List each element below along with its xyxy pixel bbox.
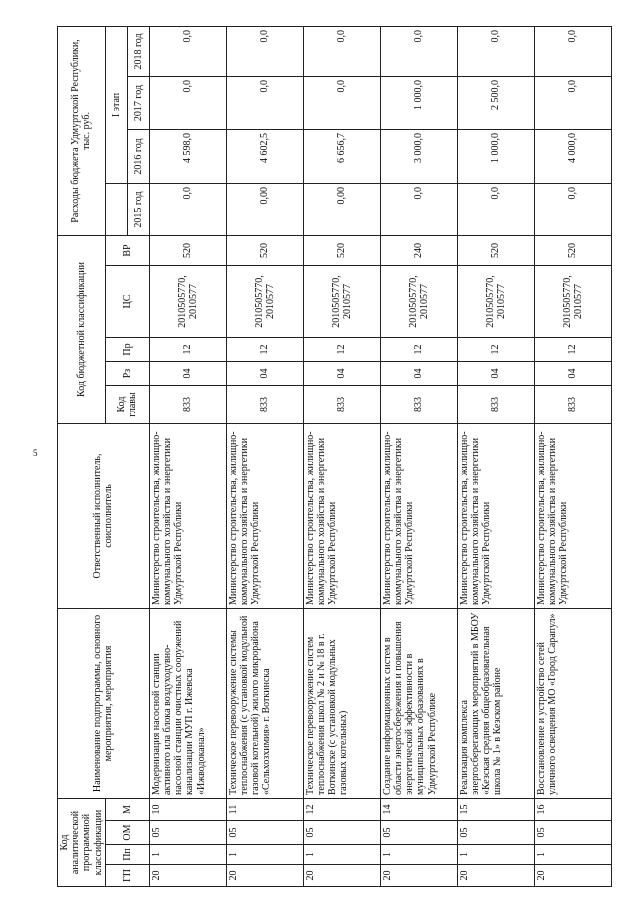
m-cell: 16: [534, 798, 611, 820]
vr-cell: 520: [226, 235, 303, 265]
gp-cell: 20: [534, 865, 611, 887]
cs-header: ЦС: [105, 265, 149, 337]
m-cell: 12: [303, 798, 380, 820]
y2018-cell: 0,0: [380, 26, 457, 76]
stage-header: I этап: [105, 26, 127, 183]
kod-cell: 833: [303, 385, 380, 423]
cs-cell: 2010505770, 2010577: [149, 265, 226, 337]
year-2016-header: 2016 год: [127, 129, 149, 183]
rz-header: Рз: [105, 361, 149, 385]
rz-cell: 04: [457, 361, 534, 385]
gp-header: ГП: [105, 865, 149, 887]
vr-cell: 520: [149, 235, 226, 265]
om-cell: 05: [457, 821, 534, 845]
pp-cell: 1: [380, 845, 457, 865]
rz-cell: 04: [380, 361, 457, 385]
gp-cell: 20: [149, 865, 226, 887]
y2016-cell: 4 000,0: [534, 129, 611, 183]
empty-stage-cell: [105, 183, 127, 235]
y2016-cell: 4 598,0: [149, 129, 226, 183]
pp-cell: 1: [149, 845, 226, 865]
y2018-cell: 0,0: [534, 26, 611, 76]
y2015-cell: 0,0: [380, 183, 457, 235]
y2017-cell: 0,0: [149, 76, 226, 129]
kod-cell: 833: [149, 385, 226, 423]
om-cell: 05: [149, 821, 226, 845]
table-row: [380, 26, 457, 886]
y2018-cell: 0,0: [457, 26, 534, 76]
y2015-cell: 0,00: [303, 183, 380, 235]
pr-cell: 12: [457, 337, 534, 361]
rz-cell: 04: [226, 361, 303, 385]
name-cell: Создание информационных систем в области энергосбережения и повышения энергетической эффективности в муниципальных образованиях в Удмуртской Республике: [380, 608, 457, 798]
y2017-cell: 2 500,0: [457, 76, 534, 129]
y2018-cell: 0,0: [303, 26, 380, 76]
m-cell: 10: [149, 798, 226, 820]
gp-cell: 20: [457, 865, 534, 887]
pr-cell: 12: [303, 337, 380, 361]
executor-cell: Министерство строительства, жилищно-коммунального хозяйства и энергетики Удмуртской Республики: [303, 423, 380, 608]
pr-cell: 12: [226, 337, 303, 361]
budget-table: [57, 26, 612, 887]
name-cell: Техническое перевооружение систем теплоснабжения школ № 2 и № 18 в г. Воткинске (с установкой модульных газовых котельных): [303, 608, 380, 798]
name-header: Наименование подпрограммы, основного мероприятия, мероприятия: [58, 608, 150, 798]
year-2017-header: 2017 год: [127, 76, 149, 129]
table-row: [534, 26, 611, 886]
executor-cell: Министерство строительства, жилищно-коммунального хозяйства и энергетики Удмуртской Республики: [457, 423, 534, 608]
name-cell: Реализация комплекса энергосберегающих мероприятий в МБОУ «Кезская средняя общеобразовательная школа № 1» в Кезском районе: [457, 608, 534, 798]
om-cell: 05: [534, 821, 611, 845]
y2016-cell: 4 602,5: [226, 129, 303, 183]
pr-cell: 12: [149, 337, 226, 361]
gp-cell: 20: [303, 865, 380, 887]
year-2018-header: 2018 год: [127, 26, 149, 76]
cs-cell: 2010505770, 2010577: [534, 265, 611, 337]
cs-cell: 2010505770, 2010577: [457, 265, 534, 337]
y2015-cell: 0,00: [226, 183, 303, 235]
y2017-cell: 0,0: [534, 76, 611, 129]
om-cell: 05: [303, 821, 380, 845]
table-row: [303, 26, 380, 886]
y2015-cell: 0,0: [149, 183, 226, 235]
vr-header: ВР: [105, 235, 149, 265]
y2017-cell: 0,0: [303, 76, 380, 129]
pp-cell: 1: [534, 845, 611, 865]
page-number: 5: [33, 448, 38, 458]
table-row: [457, 26, 534, 886]
expenses-header: Расходы бюджета Удмуртской Республики, тыс. руб.: [58, 26, 106, 235]
executor-header: Ответственный исполнитель, соисполнитель: [58, 423, 150, 608]
pr-header: Пр: [105, 337, 149, 361]
vr-cell: 520: [457, 235, 534, 265]
y2016-cell: 1 000,0: [457, 129, 534, 183]
m-cell: 14: [380, 798, 457, 820]
m-header: М: [105, 798, 149, 820]
y2017-cell: 0,0: [226, 76, 303, 129]
pp-cell: 1: [457, 845, 534, 865]
kod-cell: 833: [380, 385, 457, 423]
year-2015-header: 2015 год: [127, 183, 149, 235]
pp-cell: 1: [226, 845, 303, 865]
m-cell: 15: [457, 798, 534, 820]
y2018-cell: 0,0: [226, 26, 303, 76]
executor-cell: Министерство строительства, жилищно-коммунального хозяйства и энергетики Удмуртской Республики: [380, 423, 457, 608]
kod-cell: 833: [457, 385, 534, 423]
budget-code-header: Код бюджетной классификации: [58, 235, 106, 423]
kod-glavy-header: Код главы: [105, 385, 149, 423]
pp-cell: 1: [303, 845, 380, 865]
name-cell: Модернизация насосной станции активного ила блока воздуходувно-насосной станции очистных сооружений канализации МУП г. Ижевска «Ижводоканал»: [149, 608, 226, 798]
vr-cell: 520: [303, 235, 380, 265]
vr-cell: 240: [380, 235, 457, 265]
om-cell: 05: [380, 821, 457, 845]
y2018-cell: 0,0: [149, 26, 226, 76]
y2017-cell: 1 000,0: [380, 76, 457, 129]
m-cell: 11: [226, 798, 303, 820]
om-cell: 05: [226, 821, 303, 845]
rz-cell: 04: [303, 361, 380, 385]
kod-cell: 833: [226, 385, 303, 423]
cs-cell: 2010505770, 2010577: [226, 265, 303, 337]
pr-cell: 12: [534, 337, 611, 361]
name-cell: Техническое перевооружение системы теплоснабжения (с установкой модульной газовой котельной) жилого микрорайона «Сельхозхимия» г. Воткинска: [226, 608, 303, 798]
executor-cell: Министерство строительства, жилищно-коммунального хозяйства и энергетики Удмуртской Республики: [149, 423, 226, 608]
om-header: ОМ: [105, 821, 149, 845]
kod-cell: 833: [534, 385, 611, 423]
executor-cell: Министерство строительства, жилищно-коммунального хозяйства и энергетики Удмуртской Республики: [226, 423, 303, 608]
y2015-cell: 0,0: [534, 183, 611, 235]
table-row: [226, 26, 303, 886]
gp-cell: 20: [226, 865, 303, 887]
rotated-table-container: [57, 27, 612, 887]
cs-cell: 2010505770, 2010577: [303, 265, 380, 337]
gp-cell: 20: [380, 865, 457, 887]
table-row: [149, 26, 226, 886]
analytic-code-header: Код аналитической программной классификации: [58, 798, 106, 886]
y2016-cell: 6 656,7: [303, 129, 380, 183]
y2016-cell: 3 000,0: [380, 129, 457, 183]
rz-cell: 04: [149, 361, 226, 385]
pr-cell: 12: [380, 337, 457, 361]
y2015-cell: 0,0: [457, 183, 534, 235]
vr-cell: 520: [534, 235, 611, 265]
pp-header: Пп: [105, 845, 149, 865]
cs-cell: 2010505770, 2010577: [380, 265, 457, 337]
name-cell: Восстановление и устройство сетей уличного освещения МО «Город Сарапул»: [534, 608, 611, 798]
rz-cell: 04: [534, 361, 611, 385]
executor-cell: Министерство строительства, жилищно-коммунального хозяйства и энергетики Удмуртской Республики: [534, 423, 611, 608]
